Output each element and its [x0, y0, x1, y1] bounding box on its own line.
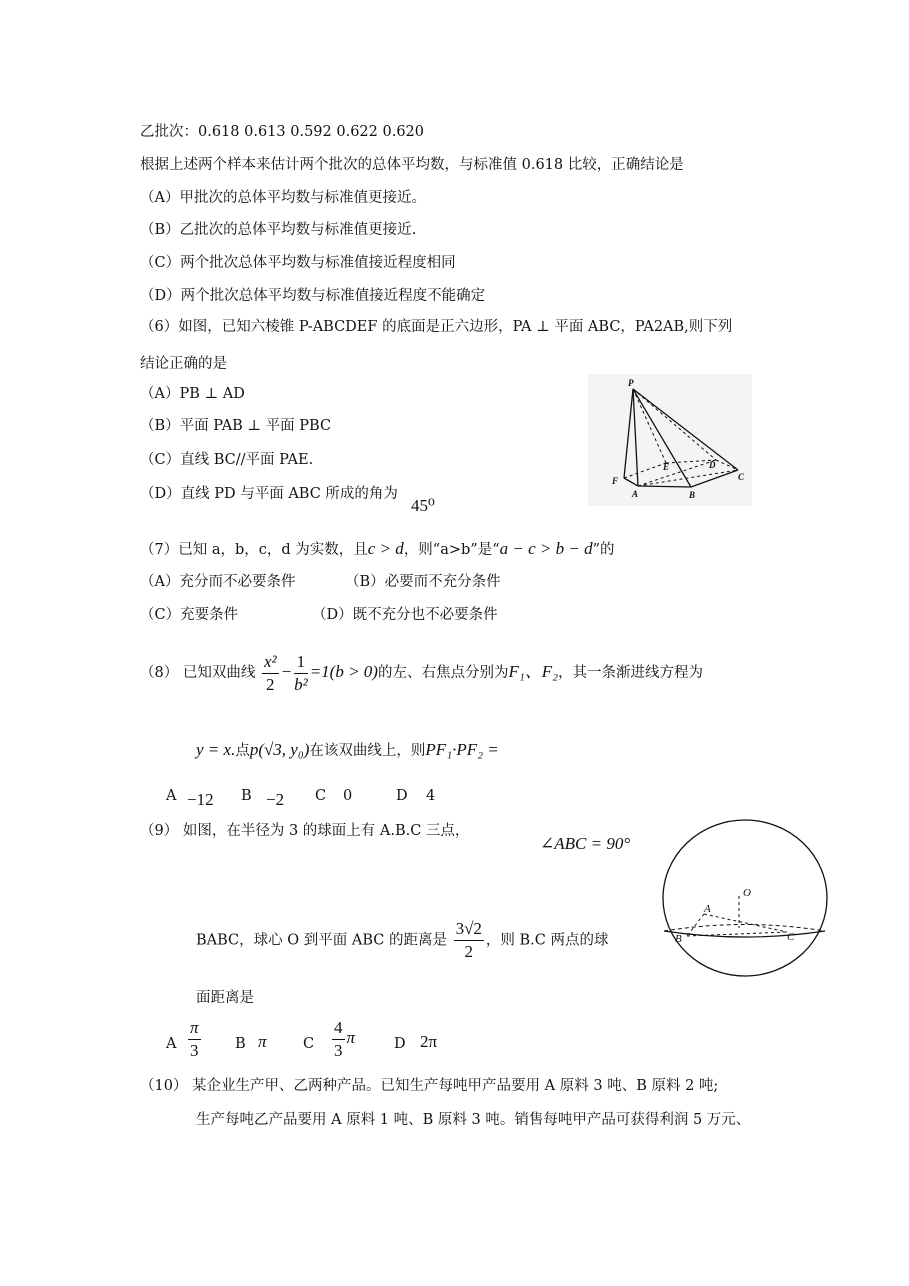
q9-line2-post: ，则 B.C 两点的球	[485, 932, 609, 949]
q7-option-a: （A）充分而不必要条件	[140, 574, 296, 590]
q8-option-a-label: A	[166, 788, 177, 804]
q9-line2-pre: BABC，球心 O 到平面 ABC 的距离是	[196, 932, 447, 949]
q7-suffix: ”的	[592, 542, 615, 558]
q8-point: p(√3, y₀)	[249, 740, 310, 759]
label-e: E	[663, 462, 670, 472]
q7-prefix: （7）已知 a，b，c，d 为实数，且	[140, 542, 368, 558]
q6-stem-line2: 结论正确的是	[140, 356, 227, 372]
q8-option-c-value: 0	[343, 788, 353, 804]
q8-mid: 的左、右焦点分别为	[377, 665, 509, 681]
q9-option-d-value: 2π	[420, 1032, 438, 1051]
q8-option-d-value: 4	[426, 788, 436, 804]
q9-angle: ∠ABC = 90°	[540, 834, 631, 853]
q6-option-d: （D）直线 PD 与平面 ABC 所成的角为	[140, 486, 398, 502]
sphere-label-o: O	[743, 887, 751, 899]
q8-option-a-value: −12	[187, 790, 214, 809]
q8-line2-mid: 在该双曲线上，则	[309, 743, 426, 759]
label-p: P	[628, 378, 634, 388]
q9-stem-line1: （9） 如图，在半径为 3 的球面上有 A.B.C 三点，	[140, 823, 470, 839]
q5-option-d: （D）两个批次总体平均数与标准值接近程度不能确定	[140, 288, 486, 304]
q8-option-b-value: −2	[266, 790, 285, 809]
q6-angle-value: 45⁰	[411, 496, 435, 515]
label-c: C	[738, 472, 745, 482]
label-b: B	[689, 490, 696, 500]
sphere-figure	[659, 818, 831, 980]
q5-option-a: （A）甲批次的总体平均数与标准值更接近。	[140, 190, 426, 206]
q9-stem-line3: 面距离是	[196, 990, 254, 1006]
q9-option-a-value: $\frac{\pi}{3}$	[190, 1017, 199, 1060]
q9-stem-line2	[196, 918, 609, 963]
sphere-label-b: B	[675, 933, 682, 945]
fraction-1-over-b2: $\frac{1}{\text{b²}}$	[294, 651, 308, 694]
q7-option-d: （D）既不充分也不必要条件	[312, 607, 498, 623]
q5-option-b: （B）乙批次的总体平均数与标准值更接近.	[140, 222, 417, 238]
sphere-label-c: C	[787, 931, 795, 943]
q6-option-a: （A）PB ⊥ AD	[140, 386, 245, 402]
q8-stem-line2	[196, 740, 499, 761]
q7-expression: a − c > b − d	[499, 539, 593, 558]
q10-stem-line1: （10） 某企业生产甲、乙两种产品。已知生产每吨甲产品要用 A 原料 3 吨、B 原料 2 吨;	[140, 1078, 719, 1094]
label-f: F	[612, 476, 619, 486]
q9-option-b-value: π	[258, 1032, 267, 1051]
q7-mid: ，则“a>b”是“	[403, 542, 500, 558]
sphere-label-a: A	[704, 903, 711, 915]
q7-stem	[140, 539, 615, 560]
q9-option-a-label: A	[166, 1036, 177, 1052]
q8-option-b-label: B	[241, 788, 252, 804]
q7-option-b: （B）必要而不充分条件	[345, 574, 501, 590]
q8-suffix: ，其一条渐进线方程为	[558, 665, 704, 681]
q8-dian: 点	[235, 743, 250, 759]
q6-option-b: （B）平面 PAB ⊥ 平面 PBC	[140, 418, 332, 434]
label-d: D	[709, 460, 716, 470]
q5-question: 根据上述两个样本来估计两个批次的总体平均数，与标准值 0.618 比较，正确结论是	[140, 157, 684, 173]
batch-b-line: 乙批次：0.618 0.613 0.592 0.622 0.620	[140, 124, 424, 140]
q9-option-c-label: C	[303, 1036, 315, 1052]
q8-prefix: （8） 已知双曲线	[140, 665, 256, 681]
q5-option-c: （C）两个批次总体平均数与标准值接近程度相同	[140, 255, 456, 271]
q7-option-c: （C）充要条件	[140, 607, 239, 623]
q9-option-c-value: $\frac{4}{3}$ π	[334, 1017, 356, 1060]
q8-option-d-label: D	[396, 788, 408, 804]
q8-dot-product: PF₁·PF₂ =	[425, 740, 499, 759]
q8-equation-rhs: =1(b > 0)	[309, 662, 378, 681]
q6-stem-line1: （6）如图，已知六棱锥 P-ABCDEF 的底面是正六边形，PA ⊥ 平面 ABC，PA2AB,则下列	[140, 319, 733, 335]
q9-option-b-label: B	[235, 1036, 246, 1052]
q10-stem-line2: 生产每吨乙产品要用 A 原料 1 吨、B 原料 3 吨。销售每吨甲产品可获得利润 5 万元、	[196, 1112, 751, 1128]
fraction-x2-over-2: $\frac{\text{x²}}{2}$	[263, 651, 277, 694]
fraction-3root2-over-2: $\frac{3√2}{2}$	[455, 919, 482, 961]
q8-foci: F₁、F₂	[508, 662, 559, 681]
q8-stem-line1: （8） 已知双曲线 $\frac{\text{x²}}{2}$ − $\frac{1}{\text{b²}}$ =1(b > 0)的左、右焦点分别为F₁、F₂，其一条渐进线方程为	[140, 651, 704, 694]
hexagonal-pyramid-figure	[588, 374, 752, 506]
label-a: A	[632, 489, 639, 499]
q8-option-c-label: C	[315, 788, 327, 804]
q7-condition: c > d	[367, 539, 404, 558]
q9-option-d-label: D	[394, 1036, 406, 1052]
q6-option-c: （C）直线 BC//平面 PAE.	[140, 452, 314, 468]
q8-asymptote: y = x.	[196, 740, 236, 759]
